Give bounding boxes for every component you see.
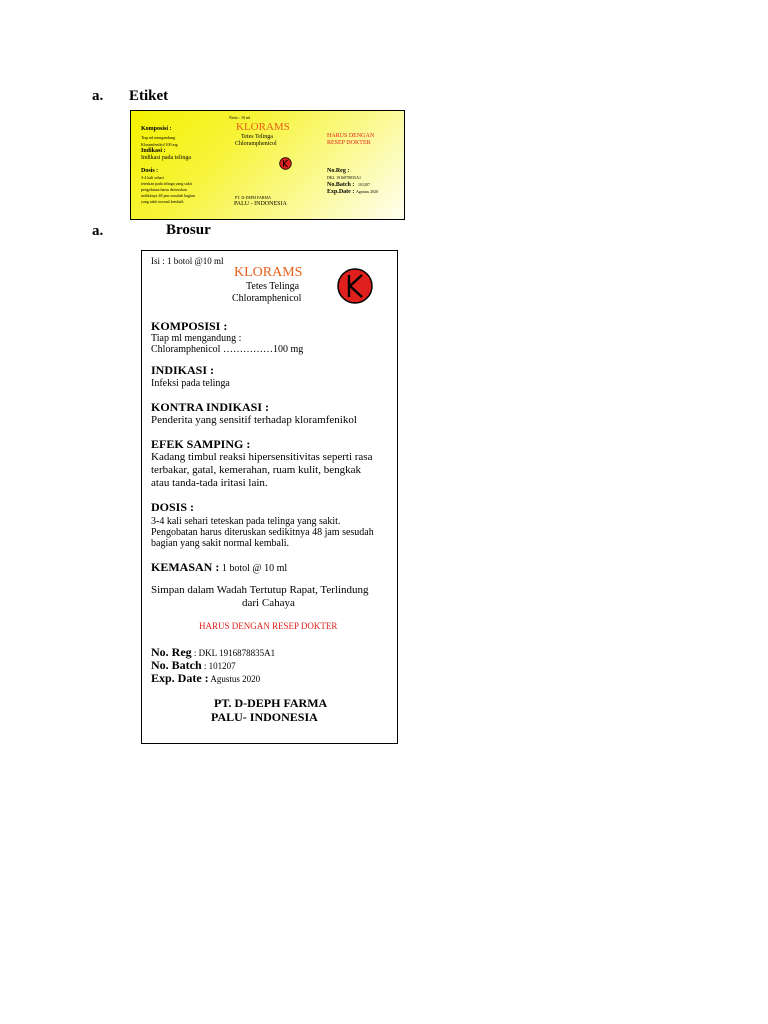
brosur-subtitle: Tetes Telinga (246, 281, 300, 292)
etiket-subtitle: Tetes Telinga (241, 134, 273, 140)
brosur-company: PT. D-DEPH FARMA (214, 696, 328, 710)
etiket-dose-line: yang sakit normal kembali (141, 199, 184, 204)
etiket-brand: KLORAMS (236, 121, 290, 133)
brosur-side-line: Kadang timbul reaksi hipersensitivitas seperti rasa (151, 451, 373, 463)
etiket-warning-line1: HARUS DENGAN (327, 133, 375, 139)
brosur-side-line: terbakar, gatal, kemerahan, ruam kulit, bengkak (151, 464, 361, 476)
brosur-pack-line (151, 558, 287, 576)
brosur-composition-amount: 100 mg (272, 344, 304, 355)
brosur-composition-dots: …………… (220, 344, 273, 355)
section-b-letter: a. (92, 223, 104, 239)
brosur-side-line: atau tanda-tada iritasi lain. (151, 477, 268, 489)
section-a-title: Etiket (129, 88, 169, 104)
brosur-exp-head: Exp. Date : (151, 671, 209, 685)
section-a-letter: a. (92, 88, 104, 104)
brosur-dose-line: bagian yang sakit normal kembali. (151, 538, 290, 549)
etiket-batch-value: 101207 (358, 182, 370, 187)
etiket-city: PALU - INDONESIA (234, 201, 287, 207)
brosur-batch-head: No. Batch (151, 658, 202, 672)
brosur-composition-drug: Chloramphenicol (151, 344, 221, 355)
brosur-warning: HARUS DENGAN RESEP DOKTER (199, 621, 338, 631)
brosur-pack-value: 1 botol @ 10 ml (219, 563, 288, 574)
etiket-netto: Netto : 10 ml (229, 115, 251, 120)
brosur-contra-head: KONTRA INDIKASI : (151, 400, 270, 414)
brosur-dose-head: DOSIS : (151, 500, 195, 514)
etiket-warning-line2: RESEP DOKTER (327, 140, 371, 146)
etiket-composition-head: Komposisi : (141, 126, 172, 132)
etiket-label (130, 110, 405, 220)
etiket-exp-head: Exp.Date : (327, 189, 355, 195)
etiket-composition-line2: Kloramfenikol 100 mg (141, 142, 178, 147)
etiket-company: PT. D-DEPH FARMA (235, 195, 271, 200)
brosur-city: PALU- INDONESIA (211, 710, 318, 724)
brosur-leaflet (141, 250, 398, 744)
brosur-storage-line1: Simpan dalam Wadah Tertutup Rapat, Terlindung (151, 584, 369, 596)
etiket-composition-line1: Tiap ml mengandung (141, 135, 176, 140)
brosur-brand: KLORAMS (234, 265, 303, 280)
brosur-exp-value: Agustus 2020 (208, 674, 261, 684)
brosur-contra-text: Penderita yang sensitif terhadap kloramfenikol (151, 414, 357, 426)
brosur-generic: Chloramphenicol (232, 293, 302, 304)
brosur-netto: Isi : 1 botol @10 ml (151, 256, 224, 266)
brosur-reg-value: : DKL 1916878835A1 (191, 648, 276, 658)
etiket-dose-line: 3-4 kali sehari (141, 175, 164, 180)
brosur-dose-line: 3-4 kali sehari teteskan pada telinga yang sakit. (151, 516, 341, 527)
brosur-dose-line: Pengobatan harus diteruskan sedikitnya 48 jam sesudah (151, 527, 374, 538)
brosur-composition-line1: Tiap ml mengandung : (151, 333, 242, 344)
etiket-dose-head: Dosis : (141, 168, 159, 174)
brosur-indication-text: Infeksi pada telinga (151, 378, 230, 389)
brosur-indication-head: INDIKASI : (151, 363, 215, 377)
brosur-batch-value: : 101207 (201, 661, 236, 671)
etiket-batch-head: No.Batch : (327, 182, 355, 188)
etiket-generic: Chloramphenicol (235, 141, 277, 147)
etiket-dose-line: teteskan pada telinga yang sakit (141, 181, 192, 186)
etiket-reg-head: No.Reg : (327, 168, 350, 174)
brosur-composition-head: KOMPOSISI : (151, 319, 228, 333)
k-logo-icon (336, 267, 374, 305)
etiket-reg-value: DKL 1916878835A1 (327, 175, 361, 180)
brosur-exp-line (151, 669, 260, 687)
section-b-title: Brosur (166, 222, 211, 238)
brosur-pack-head: KEMASAN : (151, 560, 220, 574)
etiket-indication-head: Indikasi : (141, 148, 166, 154)
brosur-composition-line2 (151, 344, 303, 356)
brosur-storage-line2: dari Cahaya (242, 597, 295, 609)
k-logo-icon (279, 157, 292, 170)
etiket-indication-text: Indikasi pada telinga (141, 155, 191, 161)
brosur-side-head: EFEK SAMPING : (151, 437, 251, 451)
etiket-dose-line: sedikitnya 48 jam sesudah bagian (141, 193, 195, 198)
etiket-exp-value: Agustus 2020 (356, 189, 379, 194)
brosur-reg-head: No. Reg (151, 645, 192, 659)
etiket-dose-line: pengobatan harus diteruskan (141, 187, 187, 192)
